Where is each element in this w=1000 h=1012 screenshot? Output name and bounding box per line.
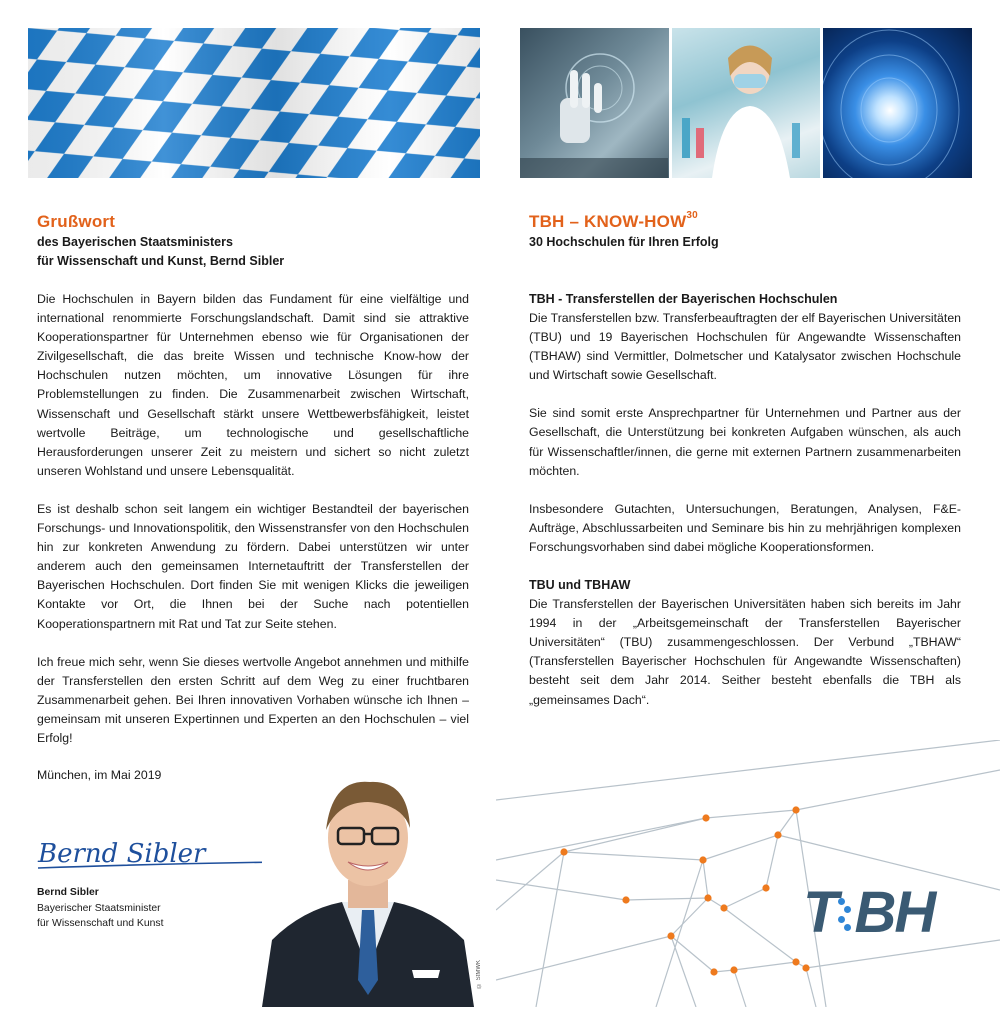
tbh-logo-t: T (803, 879, 837, 945)
bavarian-flag-image (28, 28, 480, 178)
signer-role-line2: für Wissenschaft und Kunst (37, 918, 164, 929)
signer-name: Bernd Sibler (37, 887, 99, 898)
tbh-body (529, 290, 961, 729)
header-photo-strip (520, 28, 972, 178)
handwritten-signature (30, 828, 290, 878)
robot-hand-photo (520, 28, 669, 178)
closing-date: München, im Mai 2019 (37, 768, 162, 782)
greeting-paragraph-3: Ich freue mich sehr, wenn Sie dieses wertvolle Angebot annehmen und mithilfe der Transferstellen den ersten Schritt auf dem Weg zu einer fruchtbaren Zusammenarbeit gehen. Bei Ihren innovativen Vorhaben wünsche ich Ihnen – gemeinsam mit unseren Expertinnen und Experten an den Hochschulen – viel Erfolg! (37, 654, 469, 745)
tbh-paragraph-2: Sie sind somit erste Ansprechpartner für Unternehmen und Partner aus der Gesellschaft, die Unterstützung bei konkreten Aufgaben wünschen, als auch für Wissenschaftler/innen, die gerne mit externen Partnern zusammenarbeiten möchten. (529, 406, 961, 478)
tbh-paragraph-1: Die Transferstellen bzw. Transferbeauftragten der elf Bayerischen Universitäten (TBU) und 19 Bayerischen Hochschulen für Angewandte Wissenschaften (TBHAW) sind Vermittler, Dolmetscher und Katalysator zwischen Hochschule und Wirtschaft sowie Gesellschaft. (529, 311, 961, 383)
lab-scientist-photo (672, 28, 821, 178)
greeting-title: Grußwort (37, 212, 116, 231)
minister-portrait (262, 770, 474, 1007)
greeting-body (37, 290, 469, 767)
greeting-subtitle-line1: des Bayerischen Staatsministers (37, 235, 233, 249)
greeting-subtitle (37, 233, 477, 271)
tbh-logo (803, 879, 935, 945)
greeting-paragraph-1: Die Hochschulen in Bayern bilden das Fundament für eine vielfältige und international renommierte Forschungslandschaft. Damit sind sie attraktive Kooperationspartner für Unternehmen ebenso wie für Organisationen der Zivilgesellschaft, die das breite Wissen und technische Know-how der Hochschulen nutzen möchten, um innovative Lösungen für ihre Problemstellungen zu finden. Die Zusammenarbeit zwischen Wirtschaft, Wissenschaft und Gesellschaft stärkt unsere Wettbewerbsfähigkeit, leistet wertvolle Beiträge, um technologische und gesellschaftliche Herausforderungen unserer Zeit zu meistern und sichert so nicht zuletzt unseren Wohlstand und unsere Lebensqualität. (37, 292, 469, 478)
photo-credit: © StMWK (476, 960, 482, 988)
signer-role-line1: Bayerischer Staatsminister (37, 902, 161, 914)
tbh-paragraph-4: Die Transferstellen der Bayerischen Universitäten haben sich bereits im Jahr 1994 in der „Arbeitsgemeinschaft der Transferstellen Bayerischer Universitäten“ (TBU) zusammengeschlossen. Der Verbund „TBHAW“ (Transferstellen Bayerischer Hochschulen für Angewandte Wissenschaften) besteht seit dem Jahr 2014. Seither besteht ebenfalls die TBH als „gemeinsames Dach“. (529, 597, 961, 707)
signer-block (37, 885, 163, 932)
tbh-title-text: TBH – KNOW-HOW (529, 212, 687, 231)
tbh-title-superscript: 30 (686, 210, 698, 222)
tbh-subtitle: 30 Hochschulen für Ihren Erfolg (529, 235, 719, 249)
data-tunnel-photo (823, 28, 972, 178)
tbh-title (529, 212, 698, 232)
logo-dots-icon (838, 892, 852, 932)
tbh-paragraph-3: Insbesondere Gutachten, Untersuchungen, Beratungen, Analysen, F&E-Aufträge, Abschlussarbeiten und Seminare bis hin zu mehrjährigen komplexen Forschungsvorhaben sind dabei mögliche Kooperationsformen. (529, 501, 961, 554)
tbh-logo-bh: BH (854, 879, 935, 945)
network-graphic (496, 740, 1000, 1007)
greeting-subtitle-line2: für Wissenschaft und Kunst, Bernd Sibler (37, 254, 285, 268)
section-heading-transferstellen: TBH - Transferstellen der Bayerischen Hochschulen (529, 292, 838, 306)
signature-text: Bernd Sibler (38, 839, 206, 869)
section-heading-tbu-tbhaw: TBU und TBHAW (529, 578, 631, 593)
greeting-paragraph-2: Es ist deshalb schon seit langem ein wichtiger Bestandteil der bayerischen Forschungs- und Innovationspolitik, den Wissenstransfer von den Hochschulen hin zur konkreten Anwendung zu fördern. Dabei unterstützen wir unter anderem auch den gemeinsamen Internetauftritt der Transferstellen der Bayerischen Hochschulen. Dort finden Sie mit wenigen Klicks die jeweiligen Kontakte vor Ort, die Ihnen bei der Suche nach potentiellen Kooperationspartnern mit Rat und Tat zur Seite stehen. (37, 501, 469, 631)
